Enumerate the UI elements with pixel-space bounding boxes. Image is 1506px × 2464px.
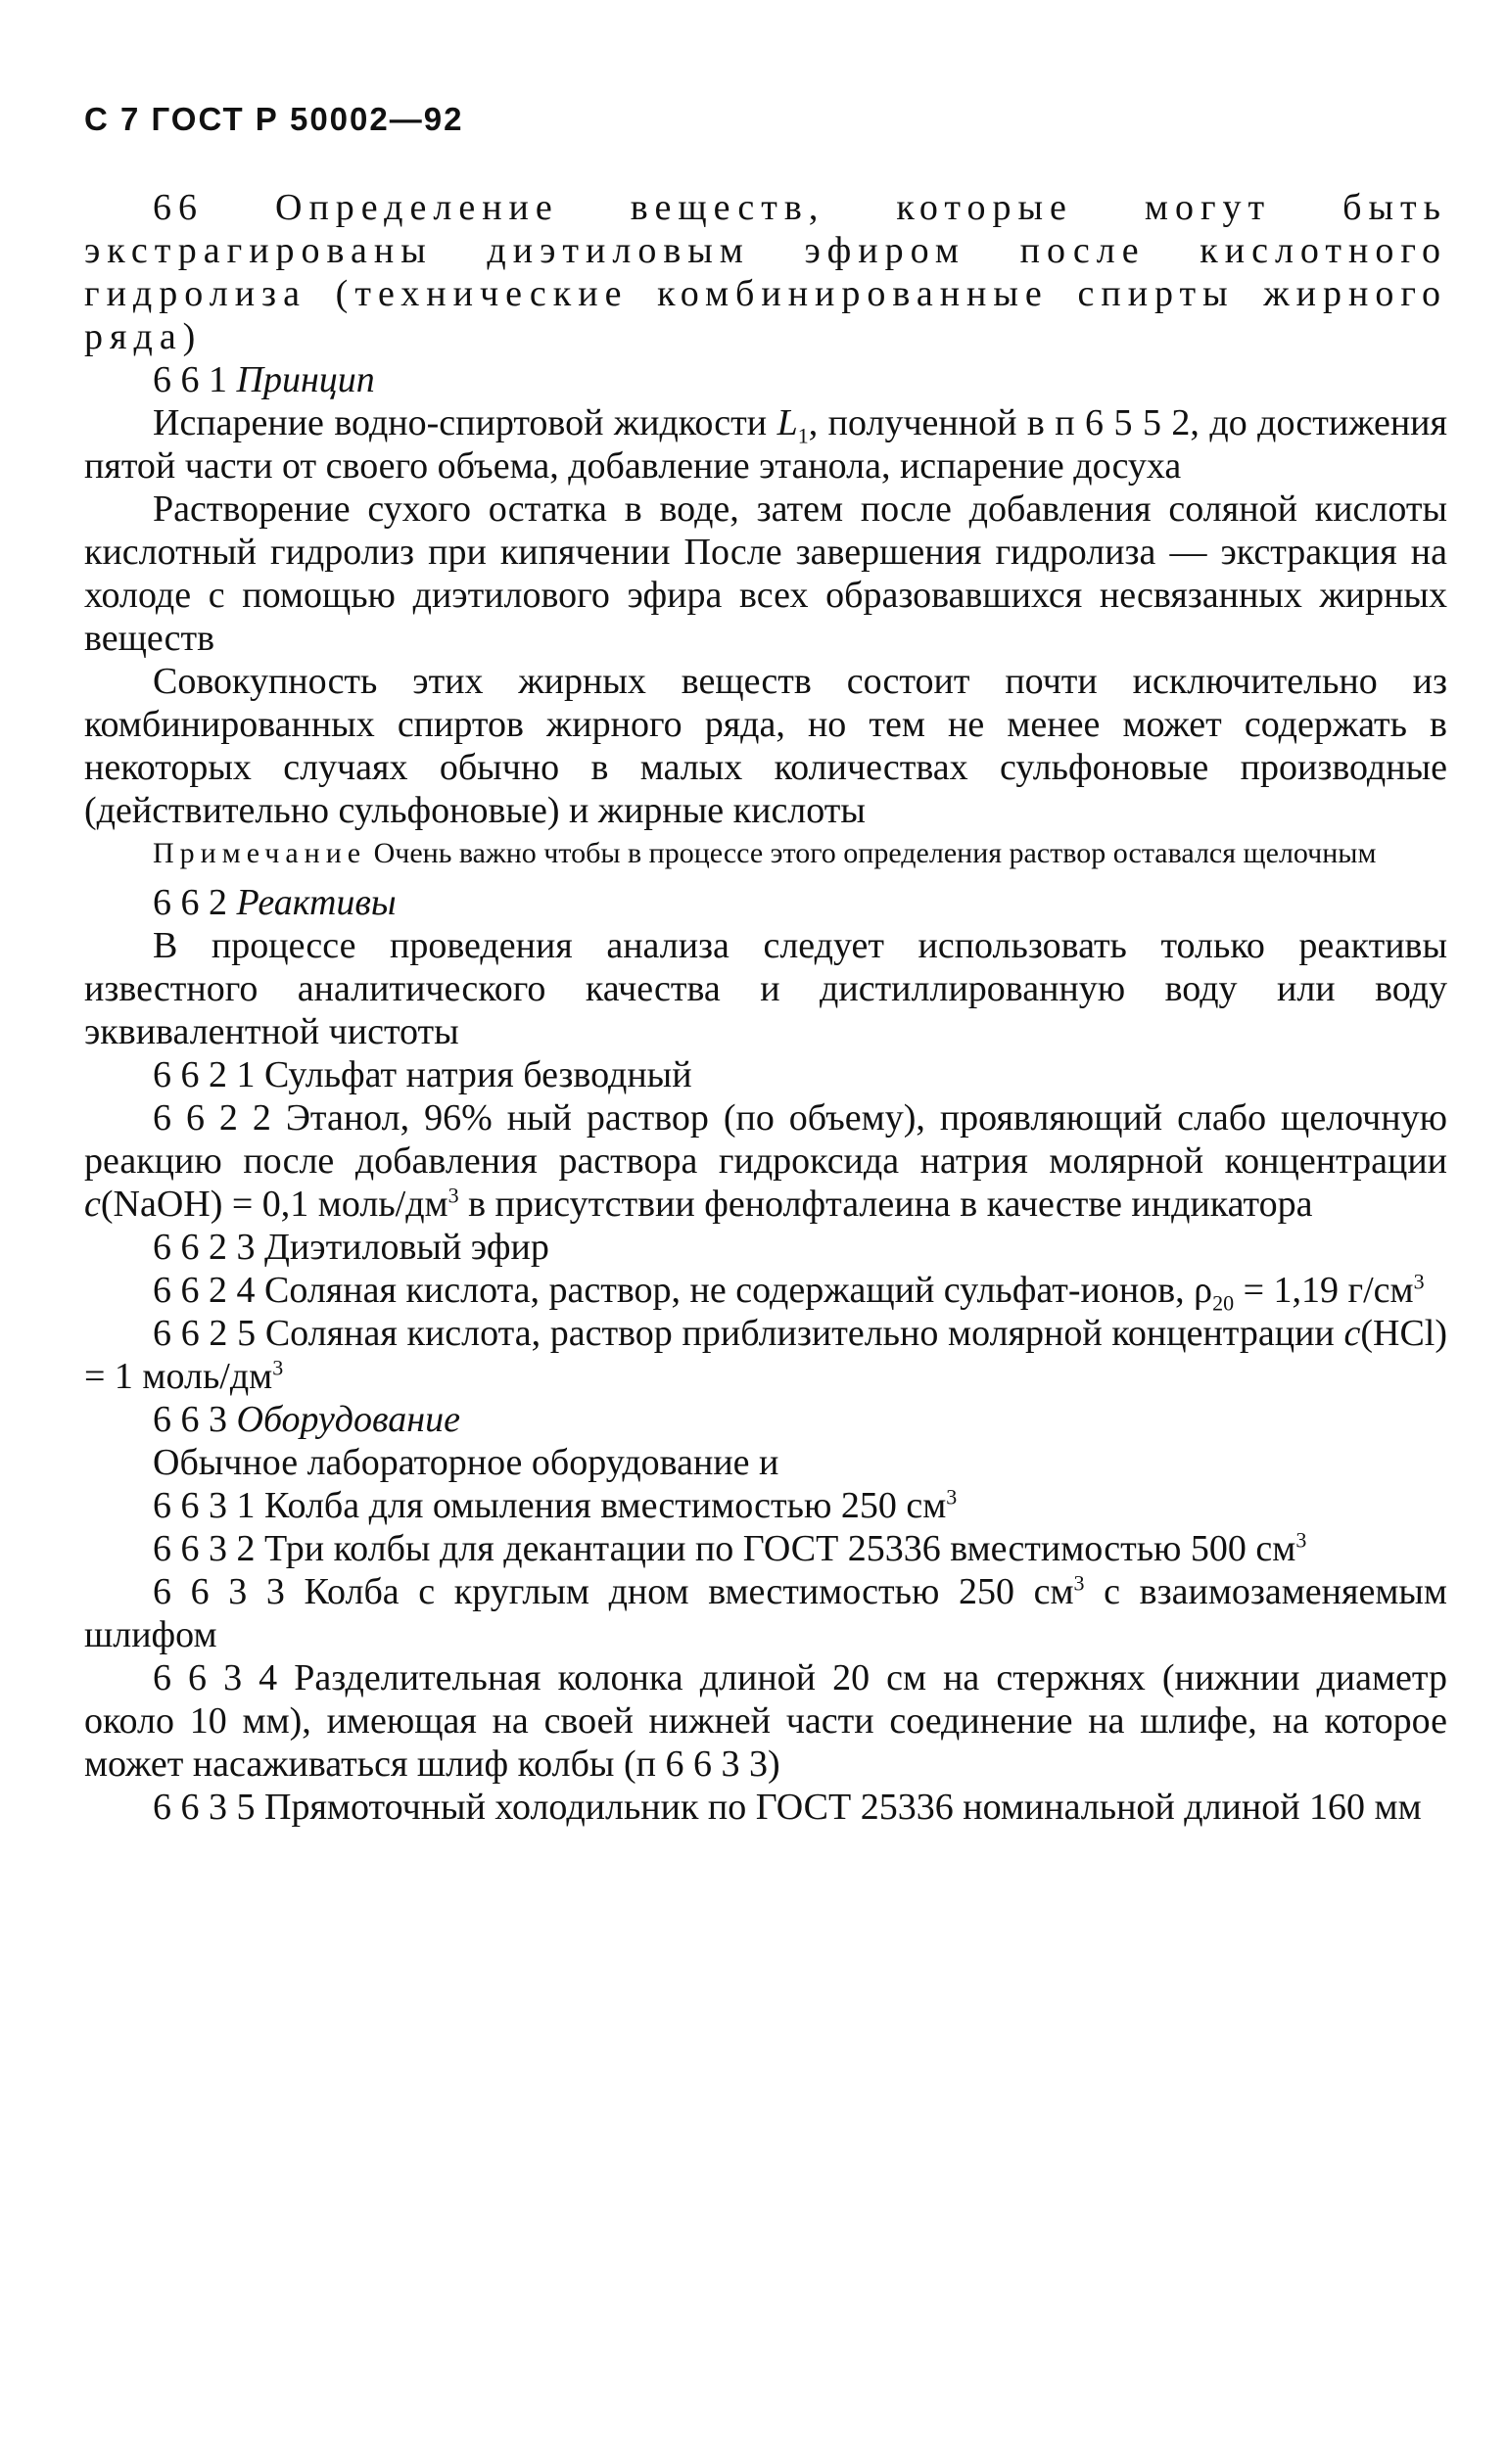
subsection-heading-661 xyxy=(84,358,1447,401)
symbol-c: c xyxy=(1343,1313,1361,1354)
superscript: 3 xyxy=(447,1183,459,1208)
text-run: 6 6 3 2 Три колбы для декантации по ГОСТ 25336 вместимостью 500 см xyxy=(153,1528,1296,1569)
superscript: 3 xyxy=(1413,1269,1425,1294)
text-run: 6 6 2 5 Соляная кислота, раствор приблизительно молярной концентрации xyxy=(153,1313,1344,1354)
text-run: 6 6 3 1 Колба для омыления вместимостью 250 см xyxy=(153,1485,947,1526)
subsection-heading-662 xyxy=(84,881,1447,924)
text-run: = 1,19 г/см xyxy=(1234,1270,1414,1311)
text-run: в присутствии фенолфталеина в качестве индикатора xyxy=(458,1184,1313,1225)
text-run: , полученной в п 6 5 5 2, до достижения пятой части от своего объема, добавление этанола, испарение досуха xyxy=(84,402,1448,487)
subsection-number: 6 6 2 xyxy=(153,882,227,923)
symbol-c: c xyxy=(84,1184,101,1225)
subsection-number: 6 6 3 xyxy=(153,1399,227,1440)
text-run: (NaOH) = 0,1 моль/дм xyxy=(100,1184,448,1225)
section-heading-66: 66 Определение веществ, которые могут быть экстрагированы диэтиловым эфиром после кислотного гидролиза (технические комбинированные спирты жирного ряда) xyxy=(84,187,1447,357)
paragraph-661-1 xyxy=(84,401,1447,488)
subsection-number: 6 6 1 xyxy=(153,359,227,400)
item-6623: 6 6 2 3 Диэтиловый эфир xyxy=(153,1227,549,1268)
superscript: 3 xyxy=(1073,1570,1085,1596)
text-run: 6 6 2 4 Соляная кислота, раствор, не содержащий сульфат-ионов, ρ xyxy=(153,1270,1213,1311)
superscript: 3 xyxy=(272,1355,284,1380)
subsection-title: Реактивы xyxy=(236,882,397,923)
item-6625 xyxy=(84,1312,1447,1398)
paragraph-661-3: Совокупность этих жирных веществ состоит почти исключительно из комбинированных спиртов жирного ряда, но тем не менее может содержать в некоторых случаях обычно в малых количествах сульфоновые производные (действительно сульфоновые) и жирные кислоты xyxy=(84,661,1447,831)
item-6631 xyxy=(84,1484,1447,1527)
item-6634: 6 6 3 4 Разделительная колонка длиной 20 см на стержнях (нижнии диаметр около 10 мм), имеющая на своей нижней части соединение на шлифе, на которое может насаживаться шлиф колбы (п 6 6 3 3) xyxy=(84,1657,1447,1785)
subsection-title: Оборудование xyxy=(236,1399,460,1440)
note-text: Очень важно чтобы в процессе этого определения раствор оставался щелочным xyxy=(366,837,1377,869)
symbol-l: L xyxy=(777,402,798,443)
paragraph-661-2: Растворение сухого остатка в воде, затем после добавления соляной кислоты кислотный гидролиз при кипячении После завершения гидролиза — экстракция на холоде с помощью диэтилового эфира всех образовавшихся несвязанных жирных веществ xyxy=(84,488,1447,659)
text-run: Испарение водно-спиртовой жидкости xyxy=(153,402,777,443)
paragraph-662-1: В процессе проведения анализа следует использовать только реактивы известного аналитического качества и дистиллированную воду или воду эквивалентной чистоты xyxy=(84,925,1447,1052)
item-6624 xyxy=(84,1269,1447,1316)
note xyxy=(84,836,1447,871)
subsection-title: Принцип xyxy=(236,359,375,400)
text-run: 6 6 3 3 Колба с круглым дном вместимостью 250 см xyxy=(153,1571,1074,1612)
text-run: (HCl) = 1 моль/дм xyxy=(84,1313,1447,1397)
superscript: 3 xyxy=(946,1484,958,1510)
subsection-heading-663 xyxy=(84,1398,1447,1441)
subscript: 20 xyxy=(1212,1290,1235,1316)
superscript: 3 xyxy=(1295,1527,1307,1553)
text-run: 6 6 2 2 Этанол, 96% ный раствор (по объему), проявляющий слабо щелочную реакцию после добавления раствора гидроксида натрия молярной концентрации xyxy=(84,1097,1447,1182)
item-6635: 6 6 3 5 Прямоточный холодильник по ГОСТ 25336 номинальной длиной 160 мм xyxy=(153,1787,1422,1828)
item-6632 xyxy=(84,1527,1447,1570)
page-header: С 7 ГОСТ Р 50002—92 xyxy=(84,101,464,137)
item-6622 xyxy=(84,1096,1447,1226)
text-run: с взаимозаменяемым шлифом xyxy=(84,1571,1447,1655)
paragraph-663-1: Обычное лабораторное оборудование и xyxy=(153,1442,779,1483)
note-label: Примечание xyxy=(153,837,367,869)
subscript: 1 xyxy=(797,423,809,448)
item-6633 xyxy=(84,1570,1447,1656)
item-6621: 6 6 2 1 Сульфат натрия безводный xyxy=(153,1054,692,1095)
